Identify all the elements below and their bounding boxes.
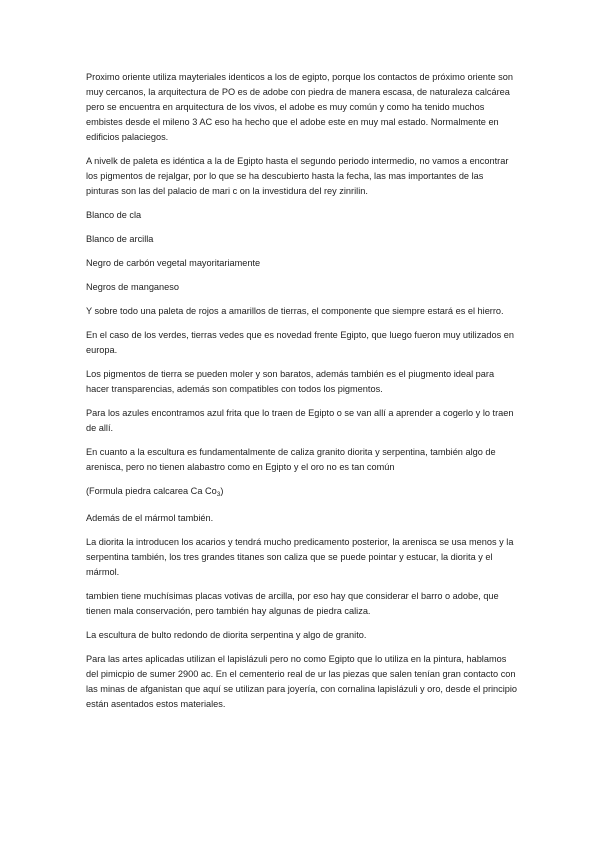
paragraph: La diorita la introducen los acarios y tendrá mucho predicamento posterior, la arenisca se usa menos y la serpentina también, los tres grandes titanes son caliza que se puede pointar y estucar, la diorita y el mármol. [86, 537, 514, 577]
paragraph: La escultura de bulto redondo de diorita serpentina y algo de granito. [86, 630, 367, 640]
paragraph: Y sobre todo una paleta de rojos a amarillos de tierras, el componente que siempre estará es el hierro. [86, 306, 504, 316]
formula-text: (Formula piedra calcarea Ca Co [86, 486, 217, 496]
formula-subscript: 3 [216, 491, 221, 498]
paragraph: Blanco de cla [86, 210, 142, 220]
formula-close: ) [220, 486, 224, 496]
formula-line [86, 484, 518, 502]
paragraph: Negros de manganeso [86, 282, 179, 292]
paragraph: Los pigmentos de tierra se pueden moler y son baratos, además también es el piugmento ideal para hacer transparencias, además son compatibles con todos los pigmentos. [86, 369, 495, 394]
paragraph: En cuanto a la escultura es fundamentalmente de caliza granito diorita y serpentina, también algo de arenisca, pero no tienen alabastro como en Egipto y el oro no es tan común [86, 447, 496, 472]
paragraph: tambien tiene muchísimas placas votivas de arcilla, por eso hay que considerar el barro o adobe, que tienen mala conservación, pero también hay algunas de piedra caliza. [86, 591, 499, 616]
paragraph: A nivelk de paleta es idéntica a la de Egipto hasta el segundo periodo intermedio, no vamos a encontrar los pigmentos de rejalgar, por lo que se ha descubierto hasta la fecha, las mas importantes de las pinturas son las del palacio de mari c on la investidura del rey zinrilin. [86, 156, 509, 196]
paragraph: Proximo oriente utiliza mayteriales identicos a los de egipto, porque los contactos de próximo oriente son muy cercanos, la arquitectura de PO es de adobe con piedra de manera escasa, de naturaleza calcárea pero se encuentra en arquitectura de los vivos, el adobe es muy común y como ha tenido muchos embistes desde el mileno 3 AC eso ha hecho que el adobe este en muy mal estado. Normalmente en edificios palaciegos. [86, 72, 513, 142]
paragraph: Para las artes aplicadas utilizan el lapislázuli pero no como Egipto que lo utiliza en la pintura, hablamos del pimicpio de sumer 2900 ac. En el cementerio real de ur las piezas que salen tenían gran contacto con las minas de afganistan que aquí se utilizan para joyería, con cornalina lapislázuli y oro, desde el principio están asentados estos materiales. [86, 654, 518, 709]
paragraph: Para los azules encontramos azul frita que lo traen de Egipto o se van allí a aprender a cogerlo y lo traen de allí. [86, 408, 514, 433]
paragraph: Negro de carbón vegetal mayoritariamente [86, 258, 261, 268]
document-body [86, 70, 518, 721]
paragraph: Además de el mármol también. [86, 513, 214, 523]
paragraph: Blanco de arcilla [86, 234, 154, 244]
paragraph: En el caso de los verdes, tierras vedes que es novedad frente Egipto, que luego fueron muy utilizados en europa. [86, 330, 514, 355]
